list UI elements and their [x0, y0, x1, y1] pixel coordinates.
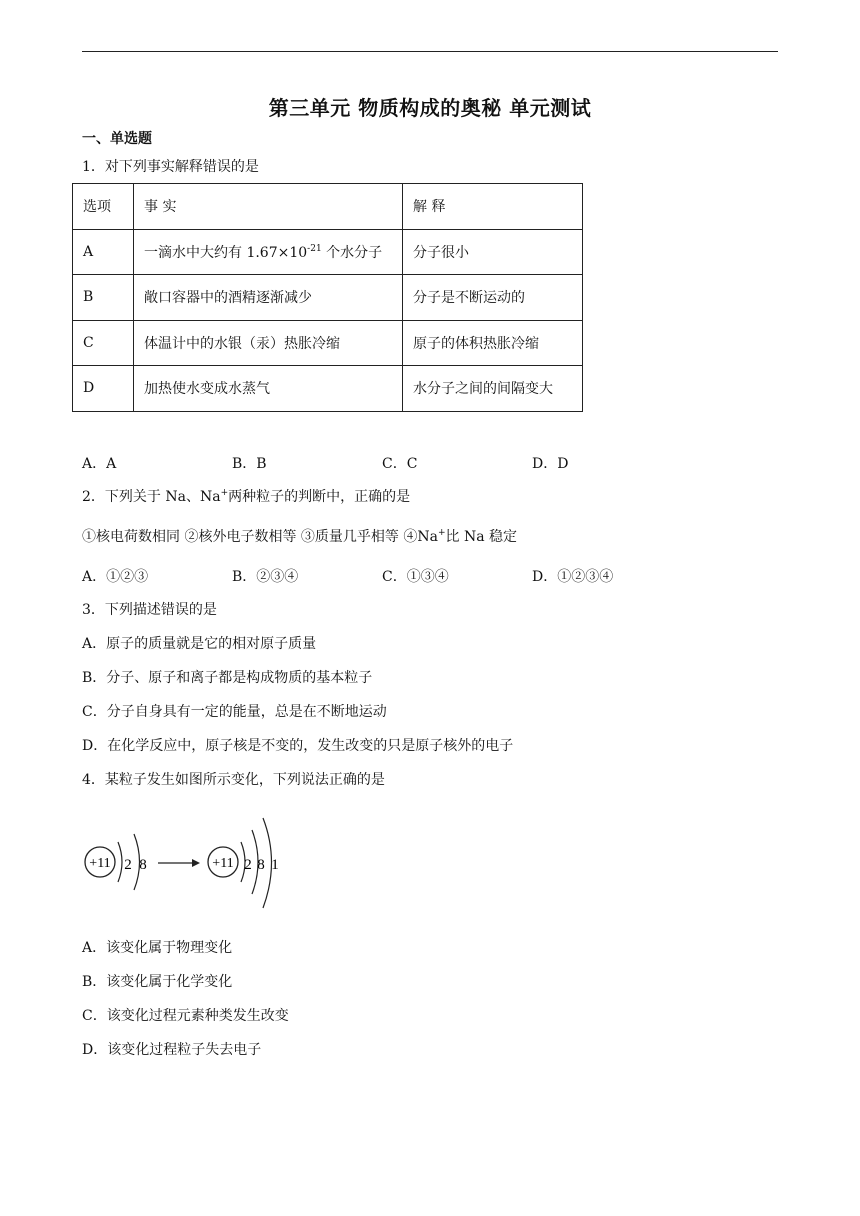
table-cell-fact: [134, 229, 403, 275]
table-cell-explain: 分子是不断运动的: [403, 275, 583, 321]
q2-stem: [82, 488, 410, 506]
table-row: [73, 229, 583, 275]
q2-option-c[interactable]: C．①③④: [382, 569, 449, 585]
table-cell-option: C: [73, 320, 134, 366]
atom-structure-diagram: [80, 812, 290, 916]
table-cell-explain: 水分子之间的间隔变大: [403, 366, 583, 412]
fact-text: 一滴水中大约有 1.67×10: [144, 244, 308, 261]
table-header-cell: 解 释: [403, 184, 583, 230]
q1-option-b[interactable]: B．B: [232, 456, 267, 472]
q2-stem-text: 两种粒子的判断中，正确的是: [228, 489, 411, 505]
shell-electron-count: 8: [139, 857, 147, 873]
shell-electron-count: 2: [124, 857, 132, 873]
q4-option-c[interactable]: C．该变化过程元素种类发生改变: [82, 1008, 289, 1024]
q3-stem: 3．下列描述错误的是: [82, 602, 217, 618]
q1-stem: 1．对下列事实解释错误的是: [82, 159, 259, 175]
shell-electron-count: 1: [271, 857, 279, 873]
reaction-arrow: [158, 859, 200, 867]
table-row: [73, 366, 583, 412]
atom-diagram-after: [208, 818, 279, 908]
table-row: [73, 275, 583, 321]
q4-option-b[interactable]: B．该变化属于化学变化: [82, 974, 233, 990]
q2-statements-text: ①核电荷数相同 ②核外电子数相等 ③质量几乎相等 ④Na: [82, 529, 438, 545]
section-heading: 一、单选题: [82, 131, 152, 147]
q2-stem-text: 2．下列关于 Na、Na: [82, 489, 221, 505]
table-header-cell: 事 实: [134, 184, 403, 230]
table-cell-explain: 分子很小: [403, 229, 583, 275]
table-header-row: [73, 184, 583, 230]
q3-option-b[interactable]: B．分子、原子和离子都是构成物质的基本粒子: [82, 670, 373, 686]
q3-option-a[interactable]: A．原子的质量就是它的相对原子质量: [82, 636, 317, 652]
header-rule: [82, 51, 778, 52]
table-cell-explain: 原子的体积热胀冷缩: [403, 320, 583, 366]
q1-option-a[interactable]: A．A: [82, 456, 117, 472]
fact-text: 个水分子: [321, 244, 383, 261]
table-row: [73, 320, 583, 366]
q2-option-d[interactable]: D．①②③④: [532, 569, 614, 585]
table-cell-option: B: [73, 275, 134, 321]
charge-superscript: +: [220, 488, 229, 498]
shell-electron-count: 8: [257, 857, 265, 873]
shell-electron-count: 2: [244, 857, 252, 873]
q4-option-d[interactable]: D．该变化过程粒子失去电子: [82, 1042, 262, 1058]
q2-statements: [82, 528, 517, 546]
table-cell-fact: 加热使水变成水蒸气: [134, 366, 403, 412]
table-cell-fact: 敞口容器中的酒精逐渐减少: [134, 275, 403, 321]
charge-superscript: +: [437, 528, 446, 538]
electron-shell-arc: [118, 842, 122, 882]
q3-option-c[interactable]: C．分子自身具有一定的能量，总是在不断地运动: [82, 704, 387, 720]
q1-option-c[interactable]: C．C: [382, 456, 418, 472]
q1-table: [72, 183, 583, 412]
nucleus-charge: +11: [89, 856, 111, 871]
q4-stem: 4．某粒子发生如图所示变化，下列说法正确的是: [82, 772, 385, 788]
q3-option-d[interactable]: D．在化学反应中，原子核是不变的，发生改变的只是原子核外的电子: [82, 738, 514, 754]
page-title: 第三单元 物质构成的奥秘 单元测试: [268, 96, 592, 120]
q4-option-a[interactable]: A．该变化属于物理变化: [82, 940, 233, 956]
table-cell-fact: 体温计中的水银（汞）热胀冷缩: [134, 320, 403, 366]
q2-option-b[interactable]: B．②③④: [232, 569, 299, 585]
fact-exponent: -21: [307, 243, 322, 254]
q1-option-d[interactable]: D．D: [532, 456, 569, 472]
table-cell-option: A: [73, 229, 134, 275]
atom-diagram-before: [85, 834, 147, 890]
nucleus-charge: +11: [212, 856, 234, 871]
q2-statements-text: 比 Na 稳定: [445, 529, 517, 545]
table-cell-option: D: [73, 366, 134, 412]
table-header-cell: 选项: [73, 184, 134, 230]
q2-option-a[interactable]: A．①②③: [82, 569, 149, 585]
